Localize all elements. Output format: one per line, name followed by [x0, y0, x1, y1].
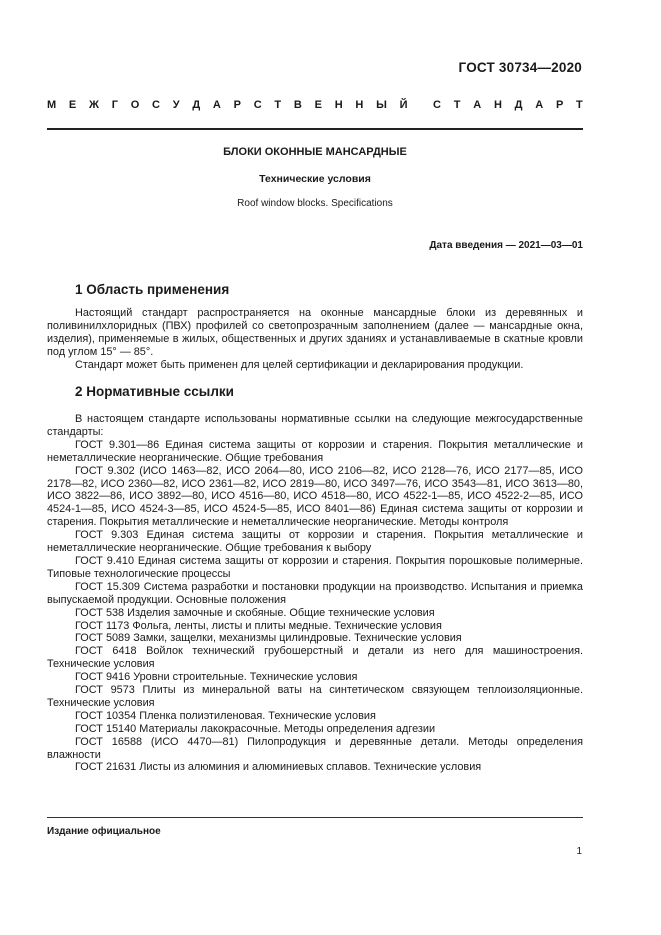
- document-subtitle: Технические условия: [259, 173, 371, 185]
- footer-divider: [47, 817, 583, 818]
- banner-letter: Д: [192, 99, 201, 111]
- reference-item: ГОСТ 10354 Пленка полиэтиленовая. Технические условия: [75, 709, 376, 722]
- section-2-heading: 2 Нормативные ссылки: [75, 384, 234, 399]
- banner-letter: А: [535, 99, 544, 111]
- banner-letter: С: [152, 99, 160, 111]
- reference-item: ГОСТ 15140 Материалы лакокрасочные. Методы определения адгезии: [75, 722, 436, 735]
- reference-item: ГОСТ 5089 Замки, защелки, механизмы цилиндровые. Технические условия: [75, 632, 462, 645]
- introduction-date: Дата введения — 2021—03—01: [429, 240, 583, 251]
- section-1-body: [47, 307, 583, 372]
- document-number: ГОСТ 30734—2020: [458, 60, 582, 75]
- header-divider: [47, 128, 583, 130]
- banner-letter: А: [473, 99, 482, 111]
- banner-letter: С: [433, 99, 441, 111]
- reference-item: ГОСТ 1173 Фольга, ленты, листы и плиты медные. Технические условия: [75, 619, 442, 632]
- english-title: Roof window blocks. Specifications: [237, 198, 393, 209]
- banner-letter: Е: [314, 99, 322, 111]
- reference-item: ГОСТ 9.303 Единая система защиты от коррозии и старения. Покрытия металлические и неметаллические неорганические. Общие требования к выбору: [47, 529, 583, 555]
- banner-letter: У: [172, 99, 180, 111]
- banner-letter: Т: [576, 99, 583, 111]
- banner-letter: Т: [453, 99, 461, 111]
- reference-item: ГОСТ 9.301—86 Единая система защиты от коррозии и старения. Покрытия металлические и неметаллические неорганические. Общие требования: [47, 438, 583, 464]
- reference-item: ГОСТ 9416 Уровни строительные. Технические условия: [75, 671, 358, 684]
- banner-letter: Т: [274, 99, 282, 111]
- banner-letter: О: [130, 99, 140, 111]
- banner-letter: В: [293, 99, 302, 111]
- document-title: БЛОКИ ОКОННЫЕ МАНСАРДНЫЕ: [223, 146, 407, 158]
- reference-item: ГОСТ 9.302 (ИСО 1463—82, ИСО 2064—80, ИСО 2106—82, ИСО 2128—76, ИСО 2177—85, ИСО 2178—82, ИСО 2360—82, ИСО 2361—82, ИСО 2819—80, ИСО 3497—76, ИСО 3543—81, ИСО 3613—80, ИСО 3822—86, ИСО 3892—80, ИСО 4516—80, ИСО 4518—80, ИСО 4522-1—85, ИСО 4522-2—85, ИСО 4524-1—85, ИСО 4524-3—85, ИСО 4524-5—85, ИСО 8401—86) Единая система защиты от коррозии и старения. Покрытия металлические и неметаллические неорганические. Методы контроля: [47, 464, 583, 529]
- banner-letter: Е: [68, 99, 77, 111]
- banner-letter: Ж: [89, 99, 99, 111]
- banner-letter: Р: [555, 99, 564, 111]
- banner-letter: Ы: [376, 99, 387, 111]
- reference-item: ГОСТ 16588 (ИСО 4470—81) Пилопродукция и деревянные детали. Методы определения влажности: [47, 735, 583, 761]
- banner-letter: Д: [514, 99, 523, 111]
- paragraph: В настоящем стандарте использованы нормативные ссылки на следующие межгосударственные стандарты:: [47, 413, 583, 438]
- banner-letter: М: [47, 99, 57, 111]
- reference-item: ГОСТ 15.309 Система разработки и постановки продукции на производство. Испытания и приемка выпускаемой продукции. Основные положения: [47, 580, 583, 606]
- reference-item: ГОСТ 538 Изделия замочные и скобяные. Общие технические условия: [75, 606, 435, 619]
- banner-letter: Г: [111, 99, 118, 111]
- banner-letter: Н: [493, 99, 502, 111]
- banner-letter: Н: [334, 99, 343, 111]
- paragraph: Настоящий стандарт распространяется на оконные мансардные блоки из деревянных и поливинилхлоридных (ПВХ) профилей со светопрозрачным заполнением (далее — мансардные окна, изделия), применяемые в жилых, общественных и других зданиях и устанавливаемые в скатные кровли под углом 15° — 85°.: [47, 307, 583, 358]
- interstate-standard-banner: [47, 99, 583, 111]
- section-1-heading: 1 Область применения: [75, 282, 230, 297]
- banner-letter: Н: [355, 99, 364, 111]
- paragraph: Стандарт может быть применен для целей сертификации и декларирования продукции.: [75, 358, 524, 371]
- reference-item: ГОСТ 9.410 Единая система защиты от коррозии и старения. Покрытия порошковые полимерные. Типовые технологические процессы: [47, 554, 583, 580]
- banner-letter: Р: [233, 99, 241, 111]
- banner-letter: С: [253, 99, 262, 111]
- section-2-body: [47, 413, 583, 774]
- banner-letter: А: [212, 99, 221, 111]
- official-edition-label: Издание официальное: [47, 826, 161, 837]
- reference-item: ГОСТ 21631 Листы из алюминия и алюминиевых сплавов. Технические условия: [75, 761, 482, 774]
- reference-item: ГОСТ 6418 Войлок технический грубошерстный и детали из него для машиностроения. Технические условия: [47, 645, 583, 671]
- banner-letter: Й: [399, 99, 408, 111]
- page-number: 1: [576, 846, 582, 857]
- reference-item: ГОСТ 9573 Плиты из минеральной ваты на синтетическом связующем теплоизоляционные. Технические условия: [47, 684, 583, 709]
